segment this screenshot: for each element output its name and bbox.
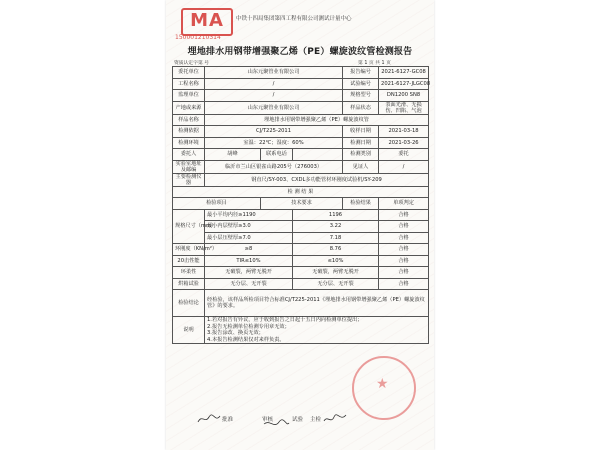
issuing-organization: 中铁十四局集团第四工程有限公司测试计量中心 [236, 16, 352, 22]
report-table [172, 66, 429, 344]
handwritten-signature-1 [196, 412, 222, 426]
info-row [173, 67, 429, 79]
field-label: 检测依据 [173, 126, 205, 138]
field-value: 2021-03-18 [379, 126, 429, 138]
field-value: 临沂市兰山区银雀山路205号（276003） [205, 160, 343, 173]
column-header: 检验项目 [173, 198, 261, 210]
field-label: 收样日期 [343, 126, 379, 138]
page-line: 第 1 页 共 1 页 [358, 61, 391, 66]
requirement: 无分层、无开裂 [205, 278, 293, 290]
info-row [173, 101, 429, 114]
contact-value [293, 149, 343, 161]
field-value: CJ/T225-2011 [205, 126, 343, 138]
field-value: DN1200 SN8 [379, 90, 429, 102]
requirement: 无破裂，两臂无脱开 [205, 267, 293, 279]
field-label: 报告编号 [343, 67, 379, 79]
verdict: 合格 [379, 267, 429, 279]
results-heading: 检 测 结 果 [173, 186, 429, 198]
field-value: 山东元聚管业有限公司 [205, 67, 343, 79]
verdict: 合格 [379, 278, 429, 290]
result-value: 无破裂，两臂无脱开 [293, 267, 379, 279]
result-value: 8.76 [293, 244, 379, 256]
handwritten-signature-2 [262, 418, 290, 430]
results-header-row [173, 198, 429, 210]
signature-tester: 试验 [292, 417, 304, 423]
address-row [173, 160, 429, 173]
field-label: 委托单位 [173, 67, 205, 79]
requirement: TIR≤10% [205, 255, 293, 267]
note-line: 3.报告涂改、换页无效； [207, 330, 264, 336]
column-header: 检验结果 [343, 198, 379, 210]
result-value: 3.22 [293, 221, 379, 233]
result-value: ≤10% [293, 255, 379, 267]
info-row [173, 114, 429, 126]
instruments-row [173, 173, 429, 186]
certification-number: 150001210314 [175, 34, 221, 41]
field-label: 见证人 [343, 160, 379, 173]
results-heading-row [173, 186, 429, 198]
result-row [173, 267, 429, 279]
contact-label: 联系电话 [261, 149, 293, 161]
result-row [173, 221, 429, 233]
result-value: 无分层、无开裂 [293, 278, 379, 290]
field-value: 2021-6127-JLGC08 [379, 78, 429, 90]
result-value: 1196 [293, 209, 379, 221]
field-value: 埋地排水用钢带增强聚乙烯（PE）螺旋波纹管 [205, 114, 429, 126]
result-row [173, 209, 429, 221]
field-value: 室温：22℃；湿度：60% [205, 137, 343, 149]
field-label: 委托人 [173, 149, 205, 161]
field-value: 表面光滑、无损伤、凹陷、气泡 [379, 101, 429, 114]
result-row [173, 232, 429, 244]
result-row [173, 278, 429, 290]
field-value: / [379, 160, 429, 173]
handwritten-signature-3 [322, 412, 348, 426]
requirement: 最小层压壁厚≥7.0 [205, 232, 293, 244]
column-header: 技术要求 [261, 198, 343, 210]
field-label: 检测日期 [343, 137, 379, 149]
signature-reviewer: 审核 [262, 417, 274, 423]
result-value: 7.18 [293, 232, 379, 244]
field-label: 主要检测仪器 [173, 173, 205, 186]
conclusion-text: 经检验，该样品所检项目符合标准CJ/T225-2011《埋地排水用钢带增强聚乙烯（PE）螺旋波纹管》的要求。 [205, 290, 429, 317]
field-label: 工程名称 [173, 78, 205, 90]
verdict: 合格 [379, 255, 429, 267]
field-label: 试验编号 [343, 78, 379, 90]
signature-approver: 批准 [222, 417, 234, 423]
info-row [173, 78, 429, 90]
field-value: 钢直尺/SY-003、CXDL多功能管材环刚度试验机/SY-209 [205, 173, 429, 186]
conclusion-label: 检验结论 [173, 290, 205, 317]
item-label: 环柔性 [173, 267, 205, 279]
item-label: 20击性能 [173, 255, 205, 267]
requirement: ≥8 [205, 244, 293, 256]
field-value: 山东元聚管业有限公司 [205, 101, 343, 114]
note-line: 2.报告无检测单位检测专用章无效； [207, 323, 290, 330]
field-label: 实验室地址及邮编 [173, 160, 205, 173]
note-line: 4.本报告检测结果仅对来样负责。 [207, 336, 285, 343]
report-title: 埋地排水用钢带增强聚乙烯（PE）螺旋波纹管检测报告 [187, 47, 413, 57]
notes-label: 说明 [173, 317, 205, 344]
client-name: 胡峰 [205, 149, 261, 161]
field-label: 样品状态 [343, 101, 379, 114]
requirement: 最小平均内径≥1190 [205, 209, 293, 221]
notes-row [173, 317, 429, 344]
info-row [173, 137, 429, 149]
field-value: / [205, 90, 343, 102]
field-value: 2021-6127-GC08 [379, 67, 429, 79]
verdict: 合格 [379, 232, 429, 244]
field-label: 样品名称 [173, 114, 205, 126]
client-row [173, 149, 429, 161]
item-label: 烘箱试验 [173, 278, 205, 290]
field-label: 产地或来源 [173, 101, 205, 114]
item-label: 规格尺寸（mm） [173, 209, 205, 244]
cert-line: 资质认定字第 号 [174, 61, 210, 66]
signature-supervisor: 主检 [310, 417, 322, 423]
notes-cell [205, 317, 429, 344]
result-row [173, 255, 429, 267]
item-label: 环刚度（KN/m²） [173, 244, 205, 256]
field-value: 委托 [379, 149, 429, 161]
field-label: 规格型号 [343, 90, 379, 102]
field-value: / [205, 78, 343, 90]
conclusion-row [173, 290, 429, 317]
column-header: 单项判定 [379, 198, 429, 210]
verdict: 合格 [379, 244, 429, 256]
note-line: 1.若对报告有异议，应于收到报告之日起十五日内向检测单位提出； [207, 317, 363, 323]
ma-mark-text: MA [190, 10, 224, 31]
verdict: 合格 [379, 209, 429, 221]
field-label: 检测环境 [173, 137, 205, 149]
ma-certification-mark [181, 8, 233, 36]
result-row [173, 244, 429, 256]
field-label: 监理单位 [173, 90, 205, 102]
field-label: 检测类别 [343, 149, 379, 161]
verdict: 合格 [379, 221, 429, 233]
official-seal [352, 356, 416, 420]
info-row [173, 126, 429, 138]
field-value: 2021-03-26 [379, 137, 429, 149]
requirement: 最小内层壁厚≥3.0 [205, 221, 293, 233]
info-row [173, 90, 429, 102]
